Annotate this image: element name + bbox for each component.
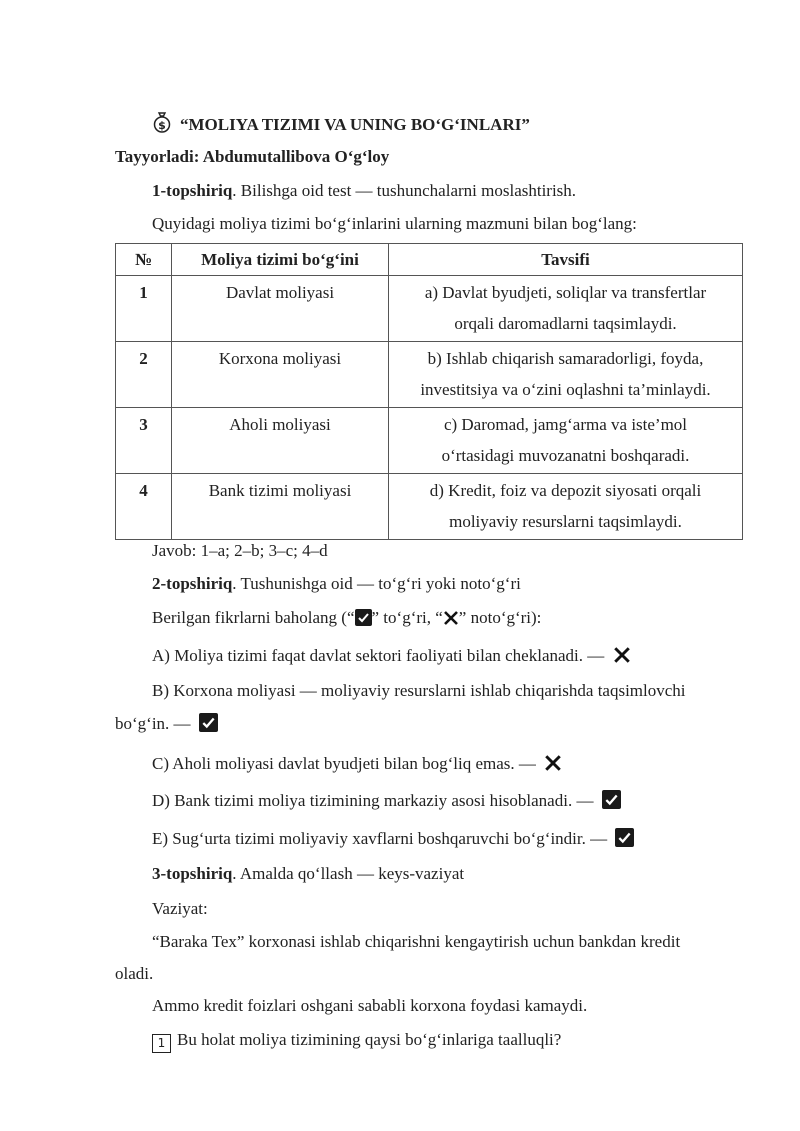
desc-line: a) Davlat byudjeti, soliqlar va transfertlar	[424, 283, 707, 302]
title-text: “MOLIYA TIZIMI VA UNING BO‘G‘INLARI”	[180, 115, 530, 134]
task2-label: 2-topshiriq	[152, 574, 233, 593]
row-description	[389, 342, 743, 408]
desc-line: investitsiya va o‘zini oqlashni ta’minlaydi.	[420, 380, 711, 399]
cross-icon	[443, 610, 459, 632]
statement-d	[152, 790, 621, 812]
statement-b-cont	[115, 713, 218, 735]
instr-part: Berilgan fikrlarni baholang (“	[152, 608, 355, 627]
statement-text: E) Sug‘urta tizimi moliyaviy xavflarni boshqaruvchi bo‘g‘indir. —	[152, 829, 608, 848]
row-number: 4	[116, 474, 172, 540]
statement-b: B) Korxona moliyasi — moliyaviy resurslarni ishlab chiqarishda taqsimlovchi	[152, 681, 686, 700]
task1-rest: . Bilishga oid test — tushunchalarni moslashtirish.	[232, 181, 577, 200]
desc-line: c) Daromad, jamg‘arma va iste’mol	[443, 415, 688, 434]
statement-e	[152, 828, 634, 850]
header-number: №	[116, 244, 172, 276]
instr-part: ” noto‘g‘ri):	[458, 608, 542, 627]
instr-part: ” to‘g‘ri, “	[371, 608, 443, 627]
svg-text:$: $	[158, 119, 166, 132]
row-name: Aholi moliyasi	[172, 408, 389, 474]
header-link: Moliya tizimi bo‘g‘ini	[172, 244, 389, 276]
table-row	[116, 342, 743, 408]
cross-icon	[613, 646, 631, 670]
row-number: 1	[116, 276, 172, 342]
money-bag-icon	[152, 111, 172, 139]
table-row	[116, 474, 743, 540]
task1-label: 1-topshiriq	[152, 181, 233, 200]
row-name: Davlat moliyasi	[172, 276, 389, 342]
row-description	[389, 276, 743, 342]
desc-line: moliyaviy resurslarni taqsimlaydi.	[449, 512, 682, 531]
statement-text: C) Aholi moliyasi davlat byudjeti bilan bog‘liq emas. —	[152, 754, 536, 773]
table-header-row	[116, 244, 743, 276]
check-box-icon	[602, 790, 621, 809]
statement-text: A) Moliya tizimi faqat davlat sektori faoliyati bilan cheklanadi. —	[152, 646, 605, 665]
row-description	[389, 408, 743, 474]
table-row	[116, 408, 743, 474]
table-row	[116, 276, 743, 342]
desc-line: orqali daromadlarni taqsimlaydi.	[454, 314, 677, 333]
task3-rest: . Amalda qo‘llash — keys-vaziyat	[232, 864, 465, 883]
row-name: Bank tizimi moliyasi	[172, 474, 389, 540]
task1-heading	[152, 180, 576, 202]
task1-answer: Javob: 1–a; 2–b; 3–c; 4–d	[152, 541, 328, 560]
task2-rest: . Tushunishga oid — to‘g‘ri yoki noto‘g‘ri	[232, 574, 521, 593]
statement-text: bo‘g‘in. —	[115, 714, 191, 733]
task3-heading	[152, 863, 464, 885]
check-box-icon	[355, 609, 372, 626]
cross-icon	[544, 754, 562, 778]
author-line: Tayyorladi: Abdumutallibova O‘g‘loy	[115, 147, 390, 166]
matching-table	[115, 243, 743, 540]
question-text: Bu holat moliya tizimining qaysi bo‘g‘inlariga taalluqli?	[177, 1030, 562, 1049]
row-name: Korxona moliyasi	[172, 342, 389, 408]
task1-instruction: Quyidagi moliya tizimi bo‘g‘inlarini ularning mazmuni bilan bog‘lang:	[152, 214, 637, 233]
situation-text: “Baraka Tex” korxonasi ishlab chiqarishni kengaytirish uchun bankdan kredit	[152, 932, 681, 951]
desc-line: b) Ishlab chiqarish samaradorligi, foyda,	[427, 349, 704, 368]
row-description	[389, 474, 743, 540]
desc-line: o‘rtasidagi muvozanatni boshqaradi.	[441, 446, 690, 465]
check-box-icon	[199, 713, 218, 732]
document-title	[152, 111, 530, 139]
task2-instruction	[152, 607, 541, 632]
situation-text-2: Ammo kredit foizlari oshgani sababli korxona foydasi kamaydi.	[152, 996, 588, 1015]
row-number: 2	[116, 342, 172, 408]
situation-label: Vaziyat:	[152, 899, 208, 918]
situation-text-cont: oladi.	[115, 964, 154, 983]
task3-label: 3-topshiriq	[152, 864, 233, 883]
statement-text: D) Bank tizimi moliya tizimining markaziy asosi hisoblanadi. —	[152, 791, 594, 810]
question-number-box: 1	[152, 1034, 171, 1053]
row-number: 3	[116, 408, 172, 474]
statement-c	[152, 753, 562, 778]
question-1	[152, 1029, 561, 1053]
task2-heading	[152, 573, 521, 595]
check-box-icon	[615, 828, 634, 847]
header-description: Tavsifi	[389, 244, 743, 276]
desc-line: d) Kredit, foiz va depozit siyosati orqali	[429, 481, 702, 500]
statement-a	[152, 645, 631, 670]
